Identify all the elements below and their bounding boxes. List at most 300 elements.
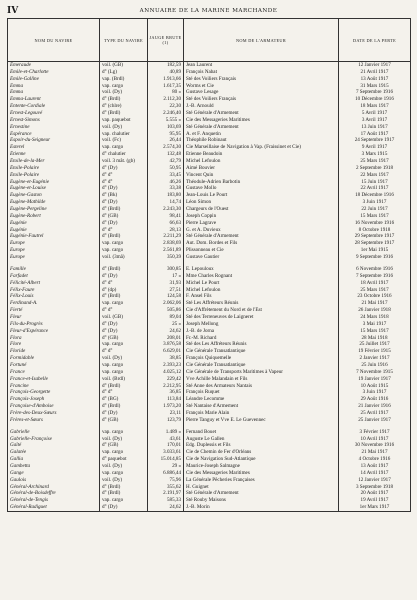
- table-row: [8, 151, 411, 158]
- ship-type: d° d°: [100, 389, 148, 396]
- ship-type: voil. (Dy): [100, 463, 148, 470]
- shipowner: François Marie Alain: [184, 410, 339, 417]
- ship-type: d° d°: [100, 172, 148, 179]
- loss-date: 24 Mars 1918: [339, 314, 411, 321]
- loss-date: 22 Avril 1917: [339, 185, 411, 192]
- shipowner: Sté Générale d'Armement: [184, 110, 339, 117]
- table-row: [8, 179, 411, 186]
- table-row: [8, 233, 411, 240]
- gross-tonnage: 2.212,95: [148, 383, 184, 390]
- gross-tonnage: 24,62: [148, 504, 184, 511]
- loss-date: 21 Mai 1917: [339, 449, 411, 456]
- ship-type: d° d°: [100, 227, 148, 234]
- ship-name: Gaulois: [8, 477, 100, 484]
- loss-date: 13 Août 1917: [339, 463, 411, 470]
- ship-type: vap. cargo: [100, 470, 148, 477]
- ship-name: Général-Archinard: [8, 484, 100, 491]
- ship-type: vap. cargo: [100, 83, 148, 90]
- table-row: [8, 456, 411, 463]
- ship-type: d° paquebot: [100, 456, 148, 463]
- gross-tonnage: 2.393,23: [148, 362, 184, 369]
- gross-tonnage: 46,26: [148, 179, 184, 186]
- shipowner: Michel Lefoulon: [184, 158, 339, 165]
- gross-tonnage: 1.913,66: [148, 76, 184, 83]
- shipowner: Pierre Lagrave: [184, 220, 339, 227]
- loss-date: 9 Avril 1917: [339, 144, 411, 151]
- shipowner: H. Guignet: [184, 484, 339, 491]
- table-row: [8, 273, 411, 280]
- loss-date: 19 Janvier 1917: [339, 376, 411, 383]
- shipowner: Sté Anne des Armateurs Nantais: [184, 383, 339, 390]
- ship-name: Fleur: [8, 314, 100, 321]
- ship-type: d° (GB): [100, 417, 148, 424]
- ship-name: Fils-du-Progrès: [8, 321, 100, 328]
- ship-name: Étienne: [8, 151, 100, 158]
- table-row: [8, 449, 411, 456]
- ship-type: d° chalutier: [100, 151, 148, 158]
- loss-date: 22 Juin 1917: [339, 206, 411, 213]
- ship-type: vap. cargo: [100, 429, 148, 436]
- ship-type: d° d°: [100, 179, 148, 186]
- ship-name: Ernest-Simons: [8, 117, 100, 124]
- ship-name: Fierté: [8, 307, 100, 314]
- ship-type: d° (dp): [100, 287, 148, 294]
- table-row: [8, 124, 411, 131]
- ship-name: Ferdinand-A.: [8, 300, 100, 307]
- gross-tonnage: 4.025,12: [148, 369, 184, 376]
- table-row: [8, 376, 411, 383]
- loss-date: 21 Janvier 1916: [339, 403, 411, 410]
- gross-tonnage: 2.561,89: [148, 247, 184, 254]
- shipowner: Sté des Voiliers Français: [184, 96, 339, 103]
- table-row: [8, 213, 411, 220]
- ship-name: Général-de-Tengis: [8, 497, 100, 504]
- loss-date: 23 Octobre 1916: [339, 293, 411, 300]
- loss-date: 20 Août 1917: [339, 490, 411, 497]
- ship-name: Félicité-Albert: [8, 280, 100, 287]
- shipowner: François Quiquemelle: [184, 355, 339, 362]
- gross-tonnage: 43,61: [148, 436, 184, 443]
- table-row: [8, 348, 411, 355]
- table-row: [8, 477, 411, 484]
- ship-name: Ernest-Legouvé: [8, 110, 100, 117]
- table-row: [8, 287, 411, 294]
- shipowner: Plissonneau et Cie: [184, 247, 339, 254]
- loss-date: 18 Mars 1917: [339, 103, 411, 110]
- ship-name: Émile-et-Charlotte: [8, 69, 100, 76]
- gross-tonnage: 28,13: [148, 227, 184, 234]
- ship-type: d° (GB): [100, 442, 148, 449]
- gross-tonnage: 95,95: [148, 131, 184, 138]
- ship-type: vap. cargo: [100, 369, 148, 376]
- loss-date: 25 Avril 1917: [339, 410, 411, 417]
- shipowner: Auguste Le Gallen: [184, 436, 339, 443]
- shipowner: Sté Rouby Maisons: [184, 497, 339, 504]
- shipowner: Sté Générale d'Armement: [184, 233, 339, 240]
- loss-date: 29 Août 1916: [339, 396, 411, 403]
- ship-name: Gaîté: [8, 442, 100, 449]
- loss-date: 14 Avril 1917: [339, 470, 411, 477]
- shipowner: Cie Générale de Transports Maritimes à Vapeur: [184, 369, 339, 376]
- shipowner: Cie d'Affrètement du Nord et de l'Est: [184, 307, 339, 314]
- ship-name: François-Georgette: [8, 389, 100, 396]
- loss-date: 2 Janvier 1917: [339, 355, 411, 362]
- table-row: [8, 280, 411, 287]
- shipowner: J.-B. Morin: [184, 504, 339, 511]
- table-row: [8, 247, 411, 254]
- gross-tonnage: 2.243,30: [148, 206, 184, 213]
- gross-tonnage: 14,74: [148, 199, 184, 206]
- table-row: [8, 110, 411, 117]
- shipowner: Maurice-Joseph Salmagne: [184, 463, 339, 470]
- table-row: [8, 76, 411, 83]
- gross-tonnage: 2.246,40: [148, 110, 184, 117]
- shipowner: Fernand Bouet: [184, 429, 339, 436]
- ship-name: Emma-Laurent: [8, 96, 100, 103]
- gross-tonnage: 66,63: [148, 220, 184, 227]
- table-row: [8, 314, 411, 321]
- gross-tonnage: 33,38: [148, 185, 184, 192]
- loss-date: 24 Septembre 1917: [339, 137, 411, 144]
- gross-tonnage: 124,58: [148, 293, 184, 300]
- ship-type: vap. cargo: [100, 144, 148, 151]
- shipowner: Michel Le Pourt: [184, 280, 339, 287]
- gross-tonnage: 6.629,01: [148, 348, 184, 355]
- gross-tonnage: 1.973,20: [148, 403, 184, 410]
- col-header-tonnage: [148, 19, 184, 62]
- table-row: [8, 185, 411, 192]
- gross-tonnage: 29 »: [148, 463, 184, 470]
- gross-tonnage: 208,01: [148, 335, 184, 342]
- loss-date: 28 Septembre 1917: [339, 240, 411, 247]
- ship-name: Frères-et-Sœurs: [8, 417, 100, 424]
- table-row: [8, 206, 411, 213]
- loss-date: 30 Novembre 1916: [339, 442, 411, 449]
- ship-type: d° (chlre): [100, 103, 148, 110]
- ship-name: Eugène-Robert: [8, 213, 100, 220]
- gross-tonnage: 26,44: [148, 137, 184, 144]
- ship-name: Fleur-d'Espérance: [8, 328, 100, 335]
- loss-date: 13 Août 1917: [339, 76, 411, 83]
- gross-tonnage: 350,39: [148, 254, 184, 261]
- ship-name: Espérance: [8, 131, 100, 138]
- loss-date: 5 Avril 1917: [339, 110, 411, 117]
- table-row: [8, 89, 411, 96]
- ship-type: d° (Brdl): [100, 403, 148, 410]
- gross-tonnage: 6.886,44: [148, 470, 184, 477]
- loss-date: 3 Juin 1917: [339, 389, 411, 396]
- loss-date: 3 Mars 1915: [339, 151, 411, 158]
- ship-type: voil. (Dy): [100, 89, 148, 96]
- shipowner: Jean Laurent: [184, 62, 339, 69]
- gross-tonnage: 3.876,58: [148, 341, 184, 348]
- ship-name: Gallia: [8, 456, 100, 463]
- table-row: [8, 362, 411, 369]
- loss-date: 18 Avril 1917: [339, 280, 411, 287]
- gross-tonnage: 2.574,30: [148, 144, 184, 151]
- table-row: [8, 335, 411, 342]
- ship-type: vap. cargo: [100, 449, 148, 456]
- table-row: [8, 383, 411, 390]
- gross-tonnage: 2.062,06: [148, 300, 184, 307]
- gross-tonnage: 123,79: [148, 417, 184, 424]
- gross-tonnage: 103,69: [148, 124, 184, 131]
- ship-name: Françoise-d'Amboise: [8, 403, 100, 410]
- table-row: [8, 220, 411, 227]
- gross-tonnage: 23,11: [148, 410, 184, 417]
- ship-type: d° (Dy): [100, 273, 148, 280]
- col-header-date: DATE DE LA PERTE: [339, 19, 411, 62]
- ship-type: d° (Bk): [100, 192, 148, 199]
- table-row: [8, 144, 411, 151]
- loss-date: 15 Mars 1917: [339, 328, 411, 335]
- gross-tonnage: 38,85: [148, 355, 184, 362]
- ship-type: d° (GB): [100, 213, 148, 220]
- running-title: ANNUAIRE DE LA MARINE MARCHANDE: [139, 8, 278, 14]
- gross-tonnage: 98,41: [148, 213, 184, 220]
- shipowner: Cie de Chemin de Fer d'Orléans: [184, 449, 339, 456]
- ship-name: Flora: [8, 335, 100, 342]
- ship-type: d° (Brdl): [100, 110, 148, 117]
- table-row: [8, 199, 411, 206]
- shipowner: Théodule-Adrien Barbotin: [184, 179, 339, 186]
- col-header-tonnage-note: (1): [162, 40, 169, 45]
- loss-date: 21 Avril 1917: [339, 69, 411, 76]
- ship-name: Eugénie: [8, 227, 100, 234]
- page-number: IV: [7, 6, 19, 16]
- ship-name: Fortuné: [8, 362, 100, 369]
- col-header-type: TYPE DU NAVIRE: [100, 19, 148, 62]
- ship-type: voil. (GB): [100, 314, 148, 321]
- table-row: [8, 396, 411, 403]
- shipowner: Cie Marseillaise de Navigation à Vap. (Fraissinet et Cie): [184, 144, 339, 151]
- table-row: [8, 429, 411, 436]
- ship-type: d° (Brdl): [100, 206, 148, 213]
- table-row: [8, 490, 411, 497]
- ship-name: Eugène-Gaston: [8, 192, 100, 199]
- ship-type: vap. cargo: [100, 247, 148, 254]
- gross-tonnage: 132,48: [148, 151, 184, 158]
- ship-type: voil. (Dy): [100, 124, 148, 131]
- table-row: [8, 410, 411, 417]
- gross-tonnage: 182,59: [148, 62, 184, 69]
- ship-type: vap. cargo: [100, 497, 148, 504]
- shipowner: Cie des Messageries Maritimes: [184, 117, 339, 124]
- col-header-name: NOM DU NAVIRE: [8, 19, 100, 62]
- table-row: [8, 254, 411, 261]
- table-row: [8, 227, 411, 234]
- ship-name: Félix-Faure: [8, 287, 100, 294]
- gross-tonnage: 2.211,29: [148, 233, 184, 240]
- loss-date: 15 Juin 1917: [339, 179, 411, 186]
- loss-date: 3 Février 1917: [339, 429, 411, 436]
- ship-type: voil. 3 mât. (gb): [100, 158, 148, 165]
- loss-date: 7 Novembre 1915: [339, 369, 411, 376]
- ship-type: d° d°: [100, 280, 148, 287]
- shipowner: Aimé Bouvier: [184, 165, 339, 172]
- loss-date: 10 Avril 1917: [339, 436, 411, 443]
- loss-date: 21 Mai 1917: [339, 300, 411, 307]
- ship-type: d° (Brdl): [100, 293, 148, 300]
- shipowner: Sté Générale d'Armement: [184, 124, 339, 131]
- shipowner: Léandre Lecomme: [184, 396, 339, 403]
- ship-name: Eugénie: [8, 220, 100, 227]
- ship-type: d° (Dy): [100, 220, 148, 227]
- shipowner: Joseph Coppin: [184, 213, 339, 220]
- ship-name: Esterel: [8, 144, 100, 151]
- ship-name: Général-Radiguet: [8, 504, 100, 511]
- loss-date: 25 Juin 1916: [339, 362, 411, 369]
- ship-name: Eugène-et-Louise: [8, 185, 100, 192]
- ship-type: voil. (Dy): [100, 355, 148, 362]
- loss-date: 22 Mars 1917: [339, 172, 411, 179]
- ship-name: France: [8, 369, 100, 376]
- gross-tonnage: 2.112,30: [148, 96, 184, 103]
- ship-name: Gambetta: [8, 463, 100, 470]
- ship-name: Formidable: [8, 355, 100, 362]
- ship-name: Europe: [8, 240, 100, 247]
- table-row: [8, 307, 411, 314]
- table-row: [8, 266, 411, 273]
- loss-date: 18 Décembre 1916: [339, 192, 411, 199]
- gross-tonnage: 22,30: [148, 103, 184, 110]
- ship-type: d° (Brdl): [100, 266, 148, 273]
- ship-loss-table: [7, 18, 411, 512]
- ship-name: Emma: [8, 83, 100, 90]
- shipowner: Edg. Duplessis et Fils: [184, 442, 339, 449]
- ship-name: Eugénie-Fautrel: [8, 233, 100, 240]
- ship-type: vap. cargo: [100, 300, 148, 307]
- ship-type: d° (Lg): [100, 69, 148, 76]
- table-row: [8, 137, 411, 144]
- loss-date: 19 Février 1915: [339, 348, 411, 355]
- ship-type: d° (Brdl): [100, 233, 148, 240]
- gross-tonnage: 1.489 »: [148, 429, 184, 436]
- shipowner: Sté des Terreneuves de Laigneret: [184, 314, 339, 321]
- table-row: [8, 117, 411, 124]
- ship-name: Frère-des-Deux-Sœurs: [8, 410, 100, 417]
- ship-name: Europe: [8, 247, 100, 254]
- gross-tonnage: 17 »: [148, 273, 184, 280]
- loss-date: 10 Décembre 1916: [339, 96, 411, 103]
- loss-date: 25 Mars 1917: [339, 287, 411, 294]
- table-row: [8, 165, 411, 172]
- loss-date: 6 Novembre 1916: [339, 266, 411, 273]
- shipowner: Sté Les Affréteurs Réunis: [184, 300, 339, 307]
- table-row: [8, 62, 411, 69]
- table-header-row: [8, 19, 411, 62]
- loss-date: 17 Août 1917: [339, 131, 411, 138]
- table-row: [8, 300, 411, 307]
- shipowner: F. Ansel Fils: [184, 293, 339, 300]
- shipowner: Gustave Gautier: [184, 254, 339, 261]
- ship-name: Eugène-et-Eugénie: [8, 179, 100, 186]
- ship-type: voil. (Dy): [100, 477, 148, 484]
- ship-type: d° d°: [100, 307, 148, 314]
- shipowner: François Ruquet: [184, 389, 339, 396]
- ship-type: voil. (3mâ): [100, 254, 148, 261]
- table-row: [8, 321, 411, 328]
- ship-name: Étoile-Polaire: [8, 172, 100, 179]
- shipowner: A. et F. Anquetin: [184, 131, 339, 138]
- shipowner: Cie des Messageries Maritimes: [184, 470, 339, 477]
- loss-date: 1er Mai 1915: [339, 247, 411, 254]
- loss-date: 9 Septembre 1916: [339, 254, 411, 261]
- ship-type: d° (Dy): [100, 410, 148, 417]
- ship-name: Entente-Cordiale: [8, 103, 100, 110]
- shipowner: Sté des Voiliers Français: [184, 76, 339, 83]
- ship-type: d° (GB): [100, 335, 148, 342]
- ship-type: d° (BG): [100, 396, 148, 403]
- shipowner: Jean-Louis Le Pourt: [184, 192, 339, 199]
- ship-name: Étoile-de-la-Mer: [8, 158, 100, 165]
- shipowner: Pierre Tanguy et Vve E. Le Guevennec: [184, 417, 339, 424]
- ship-type: d° (Dy): [100, 504, 148, 511]
- shipowner: Cie Générale Transatlantique: [184, 348, 339, 355]
- shipowner: Sté des Les Affréteurs Réunis: [184, 341, 339, 348]
- shipowner: Étienne Beaudoin: [184, 151, 339, 158]
- loss-date: 3 Mai 1917: [339, 321, 411, 328]
- ship-name: Eugène-Pergeline: [8, 206, 100, 213]
- shipowner: Fr.-M. Richard: [184, 335, 339, 342]
- table-row: [8, 436, 411, 443]
- table-row: [8, 192, 411, 199]
- loss-date: 26 Janvier 1918: [339, 307, 411, 314]
- table-row: [8, 403, 411, 410]
- ship-name: France-et-Isabelle: [8, 376, 100, 383]
- shipowner: La Générale Pêcheries Françaises: [184, 477, 339, 484]
- ship-type: d° (Dy): [100, 185, 148, 192]
- gross-tonnage: 40,89: [148, 69, 184, 76]
- ship-type: voil. (Fc): [100, 137, 148, 144]
- table-row: [8, 131, 411, 138]
- gross-tonnage: 2.838,69: [148, 240, 184, 247]
- shipowner: Cie Générale Transatlantique: [184, 362, 339, 369]
- ship-type: d° d°: [100, 348, 148, 355]
- ship-name: Émeraude: [8, 62, 100, 69]
- loss-date: 3 Juin 1917: [339, 199, 411, 206]
- loss-date: 13 Juin 1917: [339, 124, 411, 131]
- shipowner: Gustave Lesage: [184, 89, 339, 96]
- ship-name: Étoile-Polaire: [8, 165, 100, 172]
- ship-name: Espoir-du-Seigneur: [8, 137, 100, 144]
- table-row: [8, 328, 411, 335]
- table-row: [8, 369, 411, 376]
- ship-type: vap. (Brdl): [100, 76, 148, 83]
- shipowner: J.-B. Arnould: [184, 103, 339, 110]
- col-header-owner: NOM DE L'ARMATEUR: [184, 19, 339, 62]
- shipowner: Cie de Navigation Sud-Atlantique: [184, 456, 339, 463]
- loss-date: 7 Septembre 1916: [339, 89, 411, 96]
- ship-name: Gange: [8, 470, 100, 477]
- shipowner: François Nabat: [184, 69, 339, 76]
- loss-date: 8 Octobre 1918: [339, 227, 411, 234]
- ship-type: d° (Brdl): [100, 96, 148, 103]
- table-row: [8, 417, 411, 424]
- loss-date: 12 Janvier 1917: [339, 477, 411, 484]
- table-row: [8, 497, 411, 504]
- table-row: [8, 463, 411, 470]
- gross-tonnage: 25 »: [148, 321, 184, 328]
- ship-name: Famille: [8, 266, 100, 273]
- gross-tonnage: 229,42: [148, 376, 184, 383]
- col-header-tonnage-label: JAUGE BRUTE: [149, 35, 182, 40]
- table-row: [8, 69, 411, 76]
- ship-name: Général-de-Boisdeffre: [8, 490, 100, 497]
- table-body: [8, 62, 411, 512]
- shipowner: Mme Charles Rognant: [184, 273, 339, 280]
- loss-date: 29 Septembre 1917: [339, 233, 411, 240]
